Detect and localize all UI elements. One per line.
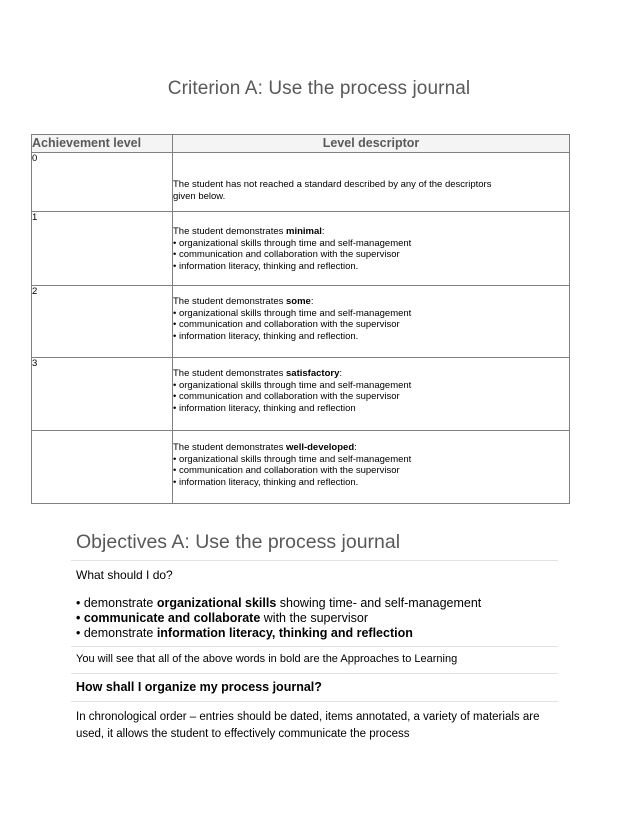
descriptor-bullet: • information literacy, thinking and reflection. — [173, 330, 359, 342]
level-descriptor — [173, 286, 570, 358]
descriptor-bullet: • organizational skills through time and self-management — [173, 307, 412, 319]
descriptor-bullet: • communication and collaboration with the supervisor — [173, 319, 400, 330]
rubric-table — [31, 134, 570, 504]
objective-bullet: • demonstrate information literacy, thinking and reflection — [76, 626, 413, 640]
level-keyword: satisfactory — [286, 368, 340, 379]
question-text: What should I do? — [76, 568, 173, 582]
level-value: 3 — [32, 358, 173, 431]
descriptor-bullet: • organizational skills through time and self-management — [173, 237, 412, 249]
descriptor-bullet: • information literacy, thinking and reflection. — [173, 260, 359, 272]
descriptor-intro: The student demonstrates some: — [173, 296, 314, 307]
divider — [71, 560, 558, 561]
objectives-title: Objectives A: Use the process journal — [76, 531, 401, 553]
level-descriptor — [173, 431, 570, 504]
header-achievement-level: Achievement level — [32, 135, 173, 153]
level-descriptor — [173, 212, 570, 286]
divider — [71, 646, 558, 647]
divider — [71, 673, 558, 674]
descriptor-bullet: • organizational skills through time and self-management — [173, 453, 412, 465]
level-value: 0 — [32, 153, 173, 212]
descriptor-bullet: • communication and collaboration with the supervisor — [173, 465, 400, 476]
table-row — [32, 358, 570, 431]
organize-text: In chronological order – entries should be dated, items annotated, a variety of materials are used, it allows the student to effectively communicate the process — [76, 711, 540, 740]
atl-note: You will see that all of the above words in bold are the Approaches to Learning — [76, 653, 458, 665]
table-row — [32, 286, 570, 358]
level-value — [32, 431, 173, 504]
descriptor-intro: The student demonstrates minimal: — [173, 226, 325, 237]
page-title: Criterion A: Use the process journal — [167, 78, 471, 99]
descriptor-bullet: • information literacy, thinking and reflection — [173, 402, 356, 414]
objective-bullet: • communicate and collaborate with the supervisor — [76, 611, 368, 625]
descriptor-bullet: • organizational skills through time and self-management — [173, 379, 412, 391]
organize-heading: How shall I organize my process journal? — [76, 680, 322, 694]
level-value: 2 — [32, 286, 173, 358]
descriptor-intro: The student demonstrates well-developed: — [173, 442, 357, 453]
objective-bullet: • demonstrate organizational skills showing time- and self-management — [76, 596, 482, 610]
objectives-bullet-list — [76, 596, 481, 641]
level-value: 1 — [32, 212, 173, 286]
table-row — [32, 431, 570, 504]
header-level-descriptor: Level descriptor — [173, 135, 570, 153]
divider — [71, 701, 558, 702]
descriptor-intro: The student has not reached a standard described by any of the descriptors — [173, 179, 492, 190]
table-row — [32, 212, 570, 286]
level-keyword: some — [286, 296, 311, 307]
descriptor-bullet: • communication and collaboration with the supervisor — [173, 391, 400, 402]
level-descriptor — [173, 358, 570, 431]
table-header-row — [32, 135, 570, 153]
table-row — [32, 153, 570, 212]
descriptor-intro-cont: given below. — [173, 190, 226, 202]
descriptor-bullet: • information literacy, thinking and reflection. — [173, 476, 359, 488]
level-descriptor — [173, 153, 570, 212]
descriptor-bullet: • communication and collaboration with the supervisor — [173, 249, 400, 260]
level-keyword: minimal — [286, 226, 322, 237]
level-keyword: well-developed — [286, 442, 355, 453]
descriptor-intro: The student demonstrates satisfactory: — [173, 368, 342, 379]
